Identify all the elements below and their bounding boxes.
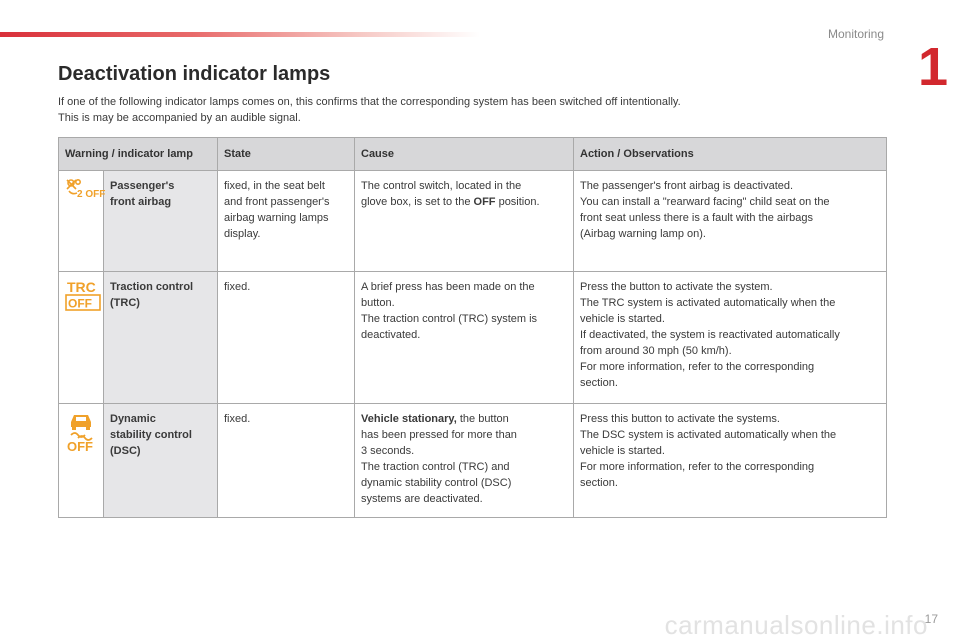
lamp-name: Dynamic stability control (DSC)	[104, 404, 218, 518]
table-row	[59, 404, 887, 518]
lamp-action: Press this button to activate the systems. The DSC system is activated automatically when the vehicle is started. For more information, refer to the corresponding section.	[574, 404, 887, 518]
svg-text:OFF: OFF	[68, 296, 92, 311]
chapter-number: 1	[917, 37, 948, 97]
indicator-lamps-table	[58, 137, 887, 518]
lamp-icon-cell	[59, 171, 104, 272]
column-header-lamp: Warning / indicator lamp	[59, 138, 218, 171]
lamp-cause: Vehicle stationary, the button has been pressed for more than 3 seconds. The traction control (TRC) and dynamic stability control (DSC) systems are deactivated.	[355, 404, 574, 518]
table-header-row	[59, 138, 887, 171]
table-row	[59, 171, 887, 272]
column-header-state: State	[218, 138, 355, 171]
lamp-cause: A brief press has been made on the button. The traction control (TRC) system is deactivated.	[355, 272, 574, 404]
watermark: carmanualsonline.info	[664, 610, 928, 640]
column-header-cause: Cause	[355, 138, 574, 171]
lamp-action: The passenger's front airbag is deactivated. You can install a "rearward facing" child seat on the front seat unless there is a fault with the airbags (Airbag warning lamp on).	[574, 171, 887, 272]
lamp-name: Traction control (TRC)	[104, 272, 218, 404]
lamp-icon-cell	[59, 272, 104, 404]
intro-line: If one of the following indicator lamps comes on, this confirms that the corresponding system has been switched off intentionally.	[58, 96, 681, 108]
svg-text:TRC: TRC	[67, 279, 96, 295]
intro-line: This is may be accompanied by an audible signal.	[58, 112, 301, 124]
dsc-off-icon	[65, 411, 101, 453]
header-accent-bar	[0, 32, 480, 37]
intro-text	[58, 94, 878, 126]
lamp-name: Passenger's front airbag	[104, 171, 218, 272]
lamp-state: fixed.	[218, 404, 355, 518]
lamp-cause: The control switch, located in the glove box, is set to the OFF position.	[355, 171, 574, 272]
svg-text:2 OFF: 2 OFF	[77, 189, 106, 200]
lamp-icon-cell	[59, 404, 104, 518]
trc-off-icon	[65, 279, 103, 313]
lamp-action: Press the button to activate the system. The TRC system is activated automatically when the vehicle is started. If deactivated, the system is reactivated automatically from around 30 mph (50 km/h). For more information, refer to the corresponding section.	[574, 272, 887, 404]
page-number: 17	[924, 612, 938, 626]
column-header-action: Action / Observations	[574, 138, 887, 171]
table-row	[59, 272, 887, 404]
svg-text:OFF: OFF	[67, 439, 93, 453]
lamp-state: fixed, in the seat belt and front passenger's airbag warning lamps display.	[218, 171, 355, 272]
page-title: Deactivation indicator lamps	[58, 63, 331, 85]
section-label: Monitoring	[827, 27, 884, 41]
lamp-state: fixed.	[218, 272, 355, 404]
airbag-off-icon	[65, 178, 107, 200]
